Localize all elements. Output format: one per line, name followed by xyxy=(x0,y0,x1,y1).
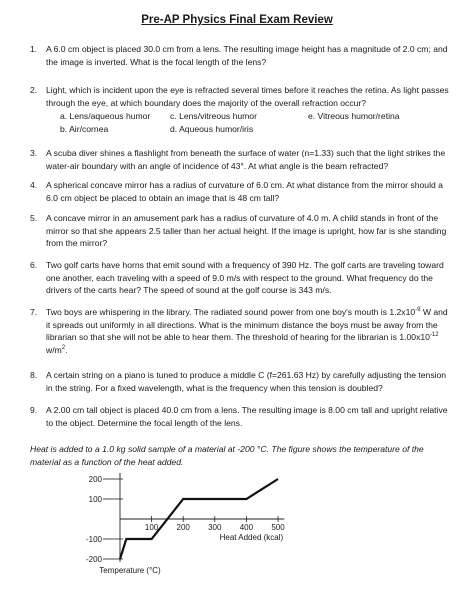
question-number: 9. xyxy=(30,405,38,415)
question-number: 6. xyxy=(30,260,38,270)
question-text: A 2.00 cm tall object is placed 40.0 cm from a lens. The resulting image is 8.00 cm tall and upright relative to the object. Determine the focal length of the lens. xyxy=(46,405,448,428)
question-1 xyxy=(30,43,450,68)
x-tick-label: 300 xyxy=(208,523,222,532)
y-tick-label: -100 xyxy=(85,535,102,544)
question-text-part: w/m xyxy=(46,344,62,355)
chart-ticks xyxy=(86,475,285,564)
question-number: 2. xyxy=(30,85,38,95)
question-text: Light, which is incident upon the eye is refracted several times before it reaches the retina. As light passes through the eye, at which boundary does the majority of the overall refraction occur? xyxy=(46,85,449,108)
question-text: Two golf carts have horns that emit sound with a frequency of 390 Hz. The golf carts are traveling toward one another, each traveling with a speed of 9.0 m/s with respect to the ground. What frequency do the drivers of the carts hear? The speed of sound at the golf course is 343 m/s. xyxy=(46,260,444,296)
question-text-part: . xyxy=(65,344,68,355)
question-5 xyxy=(30,212,450,250)
x-tick-label: 200 xyxy=(176,523,190,532)
question-text: A concave mirror in an amusement park has a radius of curvature of 4.0 m. A child stands in front of the mirror so that she appears 2.5 taller than her actual height. If the image is upright, how far is she standing from the mirror? xyxy=(46,213,447,249)
exponent: 2 xyxy=(61,344,66,351)
exponent: -12 xyxy=(429,332,439,339)
question-2 xyxy=(30,84,450,109)
x-tick-label: 100 xyxy=(144,523,159,532)
question-number: 7. xyxy=(30,307,38,317)
chart-axes xyxy=(120,473,284,562)
question-text: A certain string on a piano is tuned to produce a middle C (f=261.63 Hz) by carefully adjusting the tension in the string. For a fixed wavelength, what is the frequency when this tension is doubled? xyxy=(46,370,447,393)
question-text: A spherical concave mirror has a radius of curvature of 6.0 cm. At what distance from the mirror should a 6.0 cm object be placed to obtain an image that is 48 cm tall? xyxy=(46,180,443,203)
y-tick-label: 200 xyxy=(88,475,102,484)
temperature-heat-chart xyxy=(0,473,474,613)
question-text-part: W and it spreads out uniformly in all directions. What is the minimum distance the boys must be away from the librarian so that she will not be able to hear them. The threshold of hearing for the librarian is 1.00x10 xyxy=(46,307,448,343)
question-text xyxy=(46,306,450,356)
choice-d: d. Aqueous humor/iris xyxy=(170,123,254,134)
question-text: A 6.0 cm object is placed 30.0 cm from a lens. The resulting image height has a magnitude of 2.0 cm; and the image is inverted. What is the focal length of the lens? xyxy=(46,44,448,67)
exponent: -9 xyxy=(415,307,421,314)
x-tick-label: 400 xyxy=(239,523,254,532)
question-9 xyxy=(30,404,450,429)
choice-c: c. Lens/vitreous humor xyxy=(170,111,257,121)
choice-e: e. Vitreous humor/retina xyxy=(308,111,400,121)
question-7 xyxy=(30,306,450,356)
question-text-part: Two boys are whispering in the library. The radiated sound power from one boy's mouth is 1.2x10 xyxy=(46,307,416,317)
y-tick-label: -200 xyxy=(85,555,102,564)
question-number: 4. xyxy=(30,180,38,190)
choice-a: a. Lens/aqueous humor xyxy=(60,111,151,121)
question-8 xyxy=(30,369,450,394)
figure-intro: Heat is added to a 1.0 kg solid sample of a material at -200 °C. The figure shows the temperature of the material as a function of the heat added. xyxy=(30,444,424,467)
page-title: Pre-AP Physics Final Exam Review xyxy=(141,14,333,26)
choice-b: b. Air/cornea xyxy=(60,123,109,134)
question-number: 1. xyxy=(30,44,38,54)
x-tick-label: 500 xyxy=(271,523,285,532)
y-tick-label: 100 xyxy=(88,495,102,504)
question-number: 3. xyxy=(30,148,38,158)
question-text: A scuba diver shines a flashlight from beneath the surface of water (n=1.33) such that the light strikes the water-air boundary with an angle of incidence of 43°. At what angle is the beam refracted? xyxy=(46,148,446,171)
question-number: 8. xyxy=(30,370,38,380)
question-4 xyxy=(30,179,450,204)
question-6 xyxy=(30,259,450,297)
question-3 xyxy=(30,147,450,172)
x-axis-label: Heat Added (kcal) xyxy=(219,533,284,542)
question-number: 5. xyxy=(30,213,38,223)
y-axis-label: Temperature (°C) xyxy=(99,566,161,575)
